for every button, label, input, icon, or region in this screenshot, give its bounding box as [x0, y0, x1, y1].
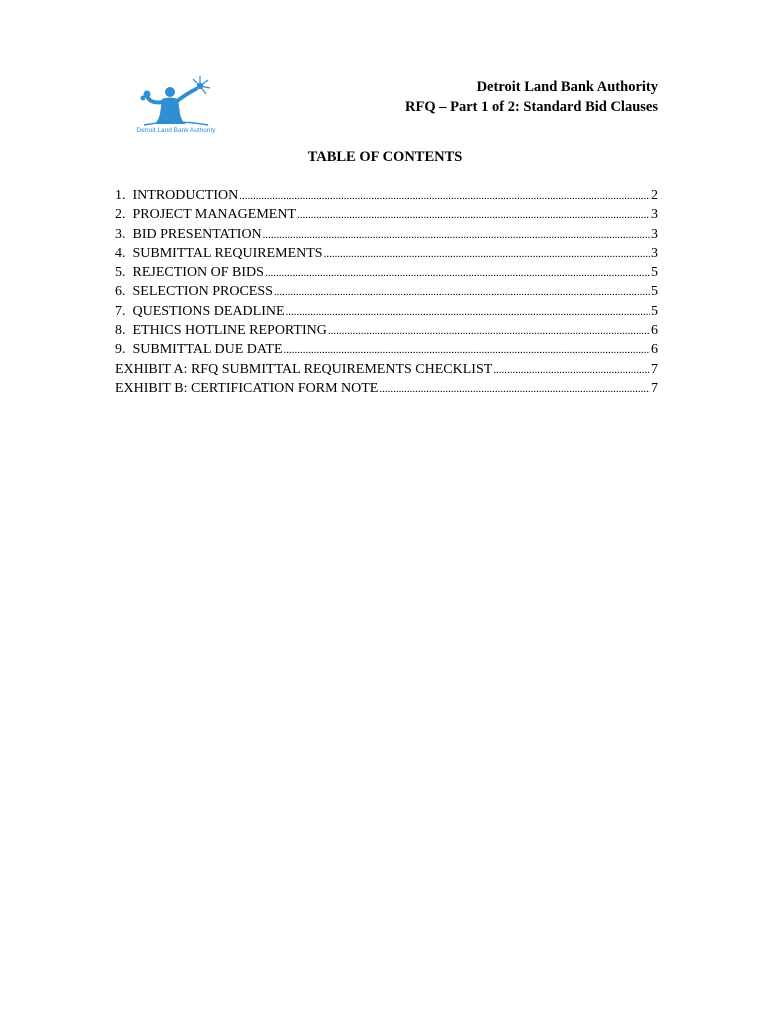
toc-entry[interactable] — [115, 321, 658, 340]
toc-entry-label: 1. INTRODUCTION — [115, 188, 239, 203]
toc-entry-label: EXHIBIT A: RFQ SUBMITTAL REQUIREMENTS CHECKLIST — [115, 361, 493, 377]
header-organization: Detroit Land Bank Authority — [476, 79, 658, 95]
toc-entry-page: 5 — [651, 265, 658, 281]
toc-entry-page: 7 — [651, 380, 658, 396]
toc-entry-label: EXHIBIT B: CERTIFICATION FORM NOTE — [115, 380, 379, 396]
toc-entry[interactable] — [115, 205, 658, 224]
toc-entry-label: 2. PROJECT MANAGEMENT — [115, 207, 296, 223]
toc-leader-dots — [297, 206, 650, 225]
toc-leader-dots — [379, 380, 650, 399]
toc-leader-dots — [324, 245, 650, 264]
toc-entry[interactable] — [115, 263, 658, 282]
toc-entry-page: 5 — [651, 303, 658, 319]
dlba-logo — [136, 72, 216, 138]
toc-entry[interactable] — [115, 360, 658, 379]
toc-leader-dots — [265, 264, 650, 283]
toc-entry-page: 2 — [651, 188, 658, 203]
header-rfq-title: RFQ – Part 1 of 2: Standard Bid Clauses — [405, 99, 658, 115]
toc-entry-label: 6. SELECTION PROCESS — [115, 284, 273, 300]
toc-entry-page: 3 — [651, 245, 658, 261]
toc-entry-label: 4. SUBMITTAL REQUIREMENTS — [115, 245, 323, 261]
toc-entry[interactable] — [115, 186, 658, 205]
toc-entry-page: 6 — [651, 342, 658, 358]
toc-entry-label: 3. BID PRESENTATION — [115, 226, 262, 242]
toc-entry[interactable] — [115, 225, 658, 244]
toc-entry[interactable] — [115, 282, 658, 301]
toc-leader-dots — [263, 226, 650, 245]
toc-entry[interactable] — [115, 379, 658, 398]
toc-entry[interactable] — [115, 302, 658, 321]
toc-entry[interactable] — [115, 244, 658, 263]
toc-entry-page: 3 — [651, 207, 658, 223]
toc-entry-label: 8. ETHICS HOTLINE REPORTING — [115, 323, 327, 339]
toc-entry-page: 7 — [651, 361, 658, 377]
toc-leader-dots — [493, 361, 650, 380]
toc-title: TABLE OF CONTENTS — [307, 149, 463, 165]
toc-entry-page: 3 — [651, 226, 658, 242]
toc-leader-dots — [239, 187, 650, 206]
toc-entry-page: 6 — [651, 323, 658, 339]
toc-entry-label: 5. REJECTION OF BIDS — [115, 265, 264, 281]
toc-leader-dots — [328, 322, 650, 341]
document-header — [405, 77, 658, 117]
table-of-contents — [115, 186, 658, 398]
toc-entry-page: 5 — [651, 284, 658, 300]
spirit-of-detroit-logo-icon — [136, 72, 216, 128]
toc-leader-dots — [274, 283, 650, 302]
logo-caption: Detroit Land Bank Authority — [136, 127, 216, 134]
toc-entry[interactable] — [115, 340, 658, 359]
toc-entry-label: 9. SUBMITTAL DUE DATE — [115, 342, 283, 358]
toc-leader-dots — [284, 341, 650, 360]
toc-entry-label: 7. QUESTIONS DEADLINE — [115, 303, 285, 319]
toc-leader-dots — [286, 303, 650, 322]
